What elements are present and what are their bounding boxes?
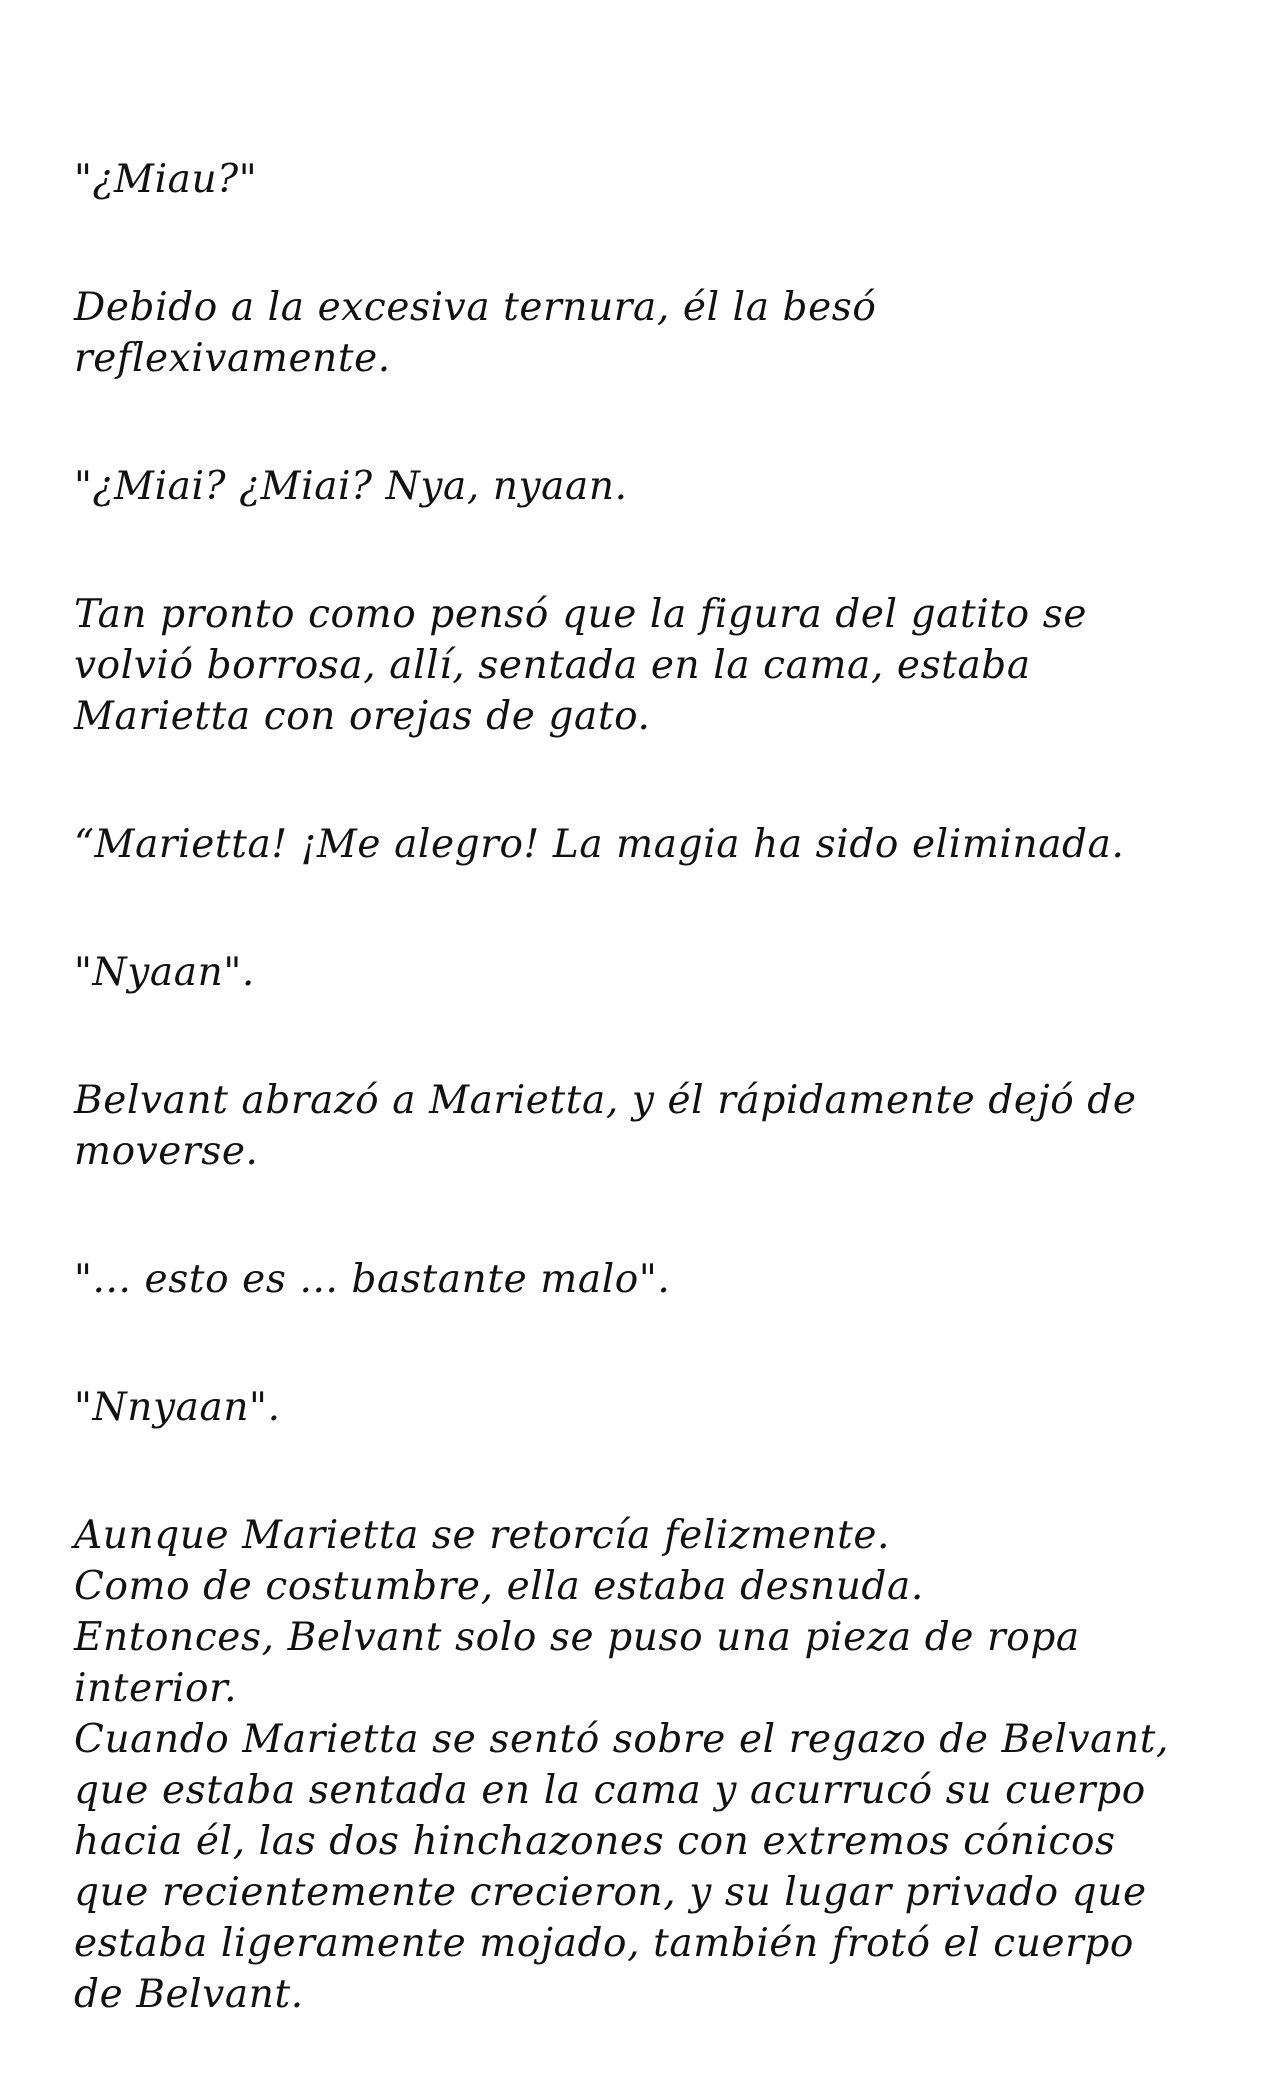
paragraph-3: "¿Miai? ¿Miai? Nya, nyaan. bbox=[74, 464, 628, 509]
paragraph-4: Tan pronto como pensó que la figura del gatito se volvió borrosa, allí, sentada en la cama, estaba Marietta con orejas de gato. bbox=[74, 592, 1088, 739]
paragraph-10: Aunque Marietta se retorcía felizmente. Como de costumbre, ella estaba desnuda. Entonces, Belvant solo se puso una pieza de ropa interior. Cuando Marietta se sentó sobre el regazo de Belvant, que estaba sentada en la cama y acurrucó su cuerpo hacia él, las dos hinchazones con extremos cónicos que recientemente crecieron, y su lugar privado que estaba ligeramente mojado, también frotó el cuerpo de Belvant. bbox=[74, 1513, 1170, 2017]
paragraph-7: Belvant abrazó a Marietta, y él rápidamente dejó de moverse. bbox=[74, 1078, 1137, 1174]
paragraph-6: "Nyaan". bbox=[74, 950, 255, 995]
paragraph-2: Debido a la excesiva ternura, él la besó reflexivamente. bbox=[74, 285, 877, 381]
paragraph-5: “Marietta! ¡Me alegro! La magia ha sido eliminada. bbox=[74, 822, 1125, 867]
paragraph-8: "... esto es ... bastante malo". bbox=[74, 1257, 671, 1302]
paragraph-1: "¿Miau?" bbox=[74, 157, 258, 202]
paragraph-9: "Nnyaan". bbox=[74, 1385, 281, 1430]
